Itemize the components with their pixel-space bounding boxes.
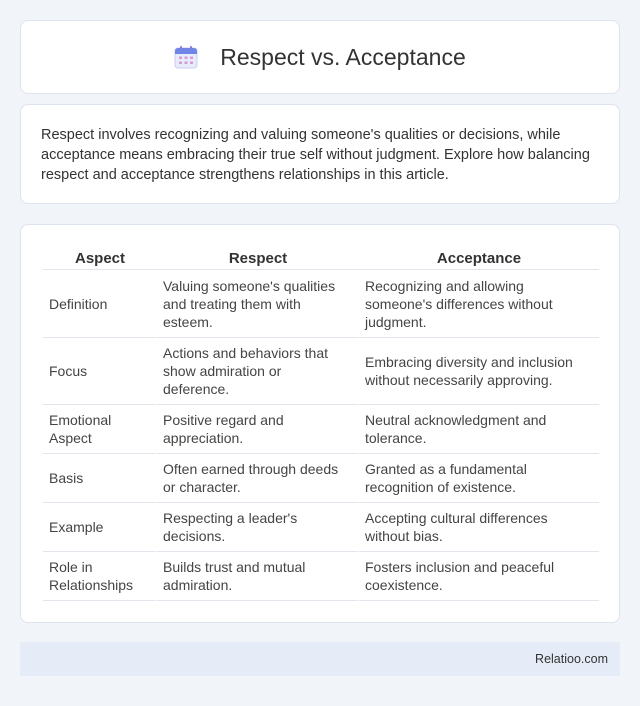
table-cell-aspect: Basis: [43, 454, 157, 503]
footer-brand: Relatioo.com: [535, 652, 608, 666]
table-cell-aspect: Definition: [43, 270, 157, 338]
table-header-row: [43, 244, 599, 270]
table-row: [43, 405, 599, 454]
table-cell-aspect: Role in Relationships: [43, 552, 157, 601]
table-cell-aspect: Focus: [43, 338, 157, 405]
table-card: [20, 224, 620, 623]
page-title: Respect vs. Acceptance: [220, 43, 466, 70]
footer: [20, 642, 620, 676]
table-cell-acceptance: Fosters inclusion and peaceful coexistence.: [359, 552, 599, 601]
table-cell-acceptance: Neutral acknowledgment and tolerance.: [359, 405, 599, 454]
column-header-aspect: Aspect: [43, 244, 157, 270]
table-cell-respect: Actions and behaviors that show admiration or deference.: [157, 338, 359, 405]
intro-card: [20, 104, 620, 204]
calendar-icon: [174, 45, 198, 69]
title-card: [20, 20, 620, 94]
table-cell-respect: Valuing someone's qualities and treating them with esteem.: [157, 270, 359, 338]
table-cell-acceptance: Embracing diversity and inclusion without necessarily approving.: [359, 338, 599, 405]
column-header-respect: Respect: [157, 244, 359, 270]
table-row: [43, 270, 599, 338]
title-row: [174, 44, 465, 71]
table-cell-respect: Respecting a leader's decisions.: [157, 503, 359, 552]
comparison-table: [43, 244, 599, 601]
table-row: [43, 338, 599, 405]
table-cell-acceptance: Recognizing and allowing someone's differences without judgment.: [359, 270, 599, 338]
table-row: [43, 503, 599, 552]
table-cell-respect: Builds trust and mutual admiration.: [157, 552, 359, 601]
table-cell-aspect: Example: [43, 503, 157, 552]
intro-text: Respect involves recognizing and valuing someone's qualities or decisions, while acceptance means embracing their true self without judgment. Explore how balancing respect and acceptance strengthens relationships in this article.: [41, 127, 590, 183]
table-cell-aspect: Emotional Aspect: [43, 405, 157, 454]
table-row: [43, 552, 599, 601]
table-cell-respect: Often earned through deeds or character.: [157, 454, 359, 503]
table-cell-acceptance: Accepting cultural differences without bias.: [359, 503, 599, 552]
table-row: [43, 454, 599, 503]
table-cell-acceptance: Granted as a fundamental recognition of existence.: [359, 454, 599, 503]
column-header-acceptance: Acceptance: [359, 244, 599, 270]
table-cell-respect: Positive regard and appreciation.: [157, 405, 359, 454]
